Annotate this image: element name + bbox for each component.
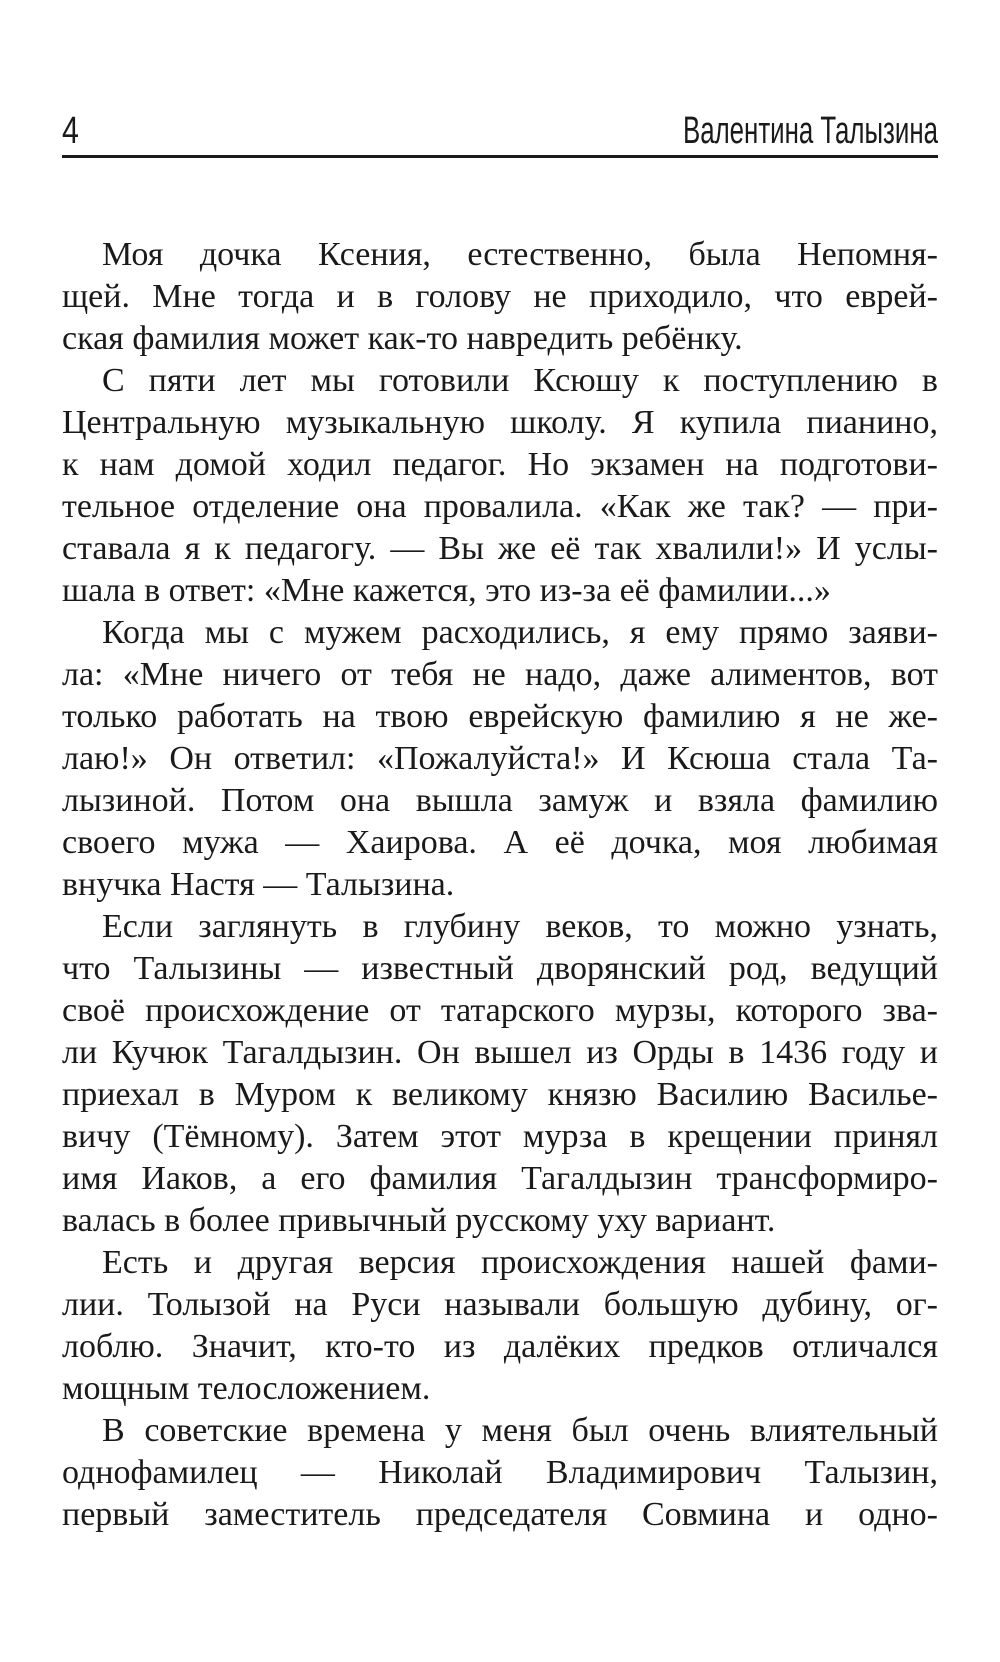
text-line: однофамилец — Николай Владимирович Талызин, — [62, 1454, 938, 1491]
text-line: Моя дочка Ксения, естественно, была Непомня- — [102, 236, 938, 273]
paragraph — [62, 234, 938, 360]
text-line: ставала я к педагогу. — Вы же её так хвалили!» И услы- — [62, 530, 938, 567]
text-line: ли Кучюк Тагалдызин. Он вышел из Орды в 1436 году и — [62, 1034, 938, 1071]
text-line: ская фамилия может как-то навредить ребёнку. — [62, 320, 743, 357]
text-line: имя Иаков, а его фамилия Тагалдызин трансформиро- — [62, 1160, 938, 1197]
text-line: тельное отделение она провалила. «Как же так? — при- — [62, 488, 938, 525]
text-line: первый заместитель председателя Совмина и одно- — [62, 1496, 938, 1533]
paragraph — [62, 612, 938, 906]
text-line: С пяти лет мы готовили Ксюшу к поступлению в — [102, 362, 938, 399]
text-line: вичу (Тёмному). Затем этот мурза в крещении принял — [62, 1118, 938, 1155]
text-line: щей. Мне тогда и в голову не приходило, что еврей- — [62, 278, 938, 315]
paragraph — [62, 360, 938, 612]
paragraph — [62, 1242, 938, 1410]
text-line: к нам домой ходил педагог. Но экзамен на подготови- — [62, 446, 938, 483]
text-line: Если заглянуть в глубину веков, то можно узнать, — [102, 908, 938, 945]
text-line: валась в более привычный русскому уху вариант. — [62, 1202, 776, 1239]
text-line: лаю!» Он ответил: «Пожалуйста!» И Ксюша стала Та- — [62, 740, 938, 777]
text-line: ла: «Мне ничего от тебя не надо, даже алиментов, вот — [62, 656, 938, 693]
text-line: своего мужа — Хаирова. А её дочка, моя любимая — [62, 824, 938, 861]
text-line: лызиной. Потом она вышла замуж и взяла фамилию — [62, 782, 938, 819]
text-line: В советские времена у меня был очень влиятельный — [102, 1412, 938, 1449]
text-line: Когда мы с мужем расходились, я ему прямо заяви- — [102, 614, 938, 651]
text-line: Центральную музыкальную школу. Я купила пианино, — [62, 404, 938, 441]
text-line: шала в ответ: «Мне кажется, это из-за её фамилии...» — [62, 572, 831, 609]
body-text — [62, 234, 938, 1536]
page-number: 4 — [62, 110, 79, 152]
text-line: лии. Толызой на Руси называли большую дубину, ог- — [62, 1286, 938, 1323]
text-line: приехал в Муром к великому князю Василию Василье- — [62, 1076, 938, 1113]
running-head-author: Валентина Талызина — [683, 110, 938, 152]
text-line: внучка Настя — Талызина. — [62, 866, 455, 903]
text-line: лоблю. Значит, кто-то из далёких предков отличался — [62, 1328, 938, 1365]
page-header — [62, 95, 938, 158]
text-line: своё происхождение от татарского мурзы, которого зва- — [62, 992, 938, 1029]
text-line: что Талызины — известный дворянский род, ведущий — [62, 950, 938, 987]
paragraph — [62, 1410, 938, 1536]
text-line: мощным телосложением. — [62, 1370, 431, 1407]
text-line: только работать на твою еврейскую фамилию я не же- — [62, 698, 938, 735]
paragraph — [62, 906, 938, 1242]
text-line: Есть и другая версия происхождения нашей фами- — [102, 1244, 938, 1281]
